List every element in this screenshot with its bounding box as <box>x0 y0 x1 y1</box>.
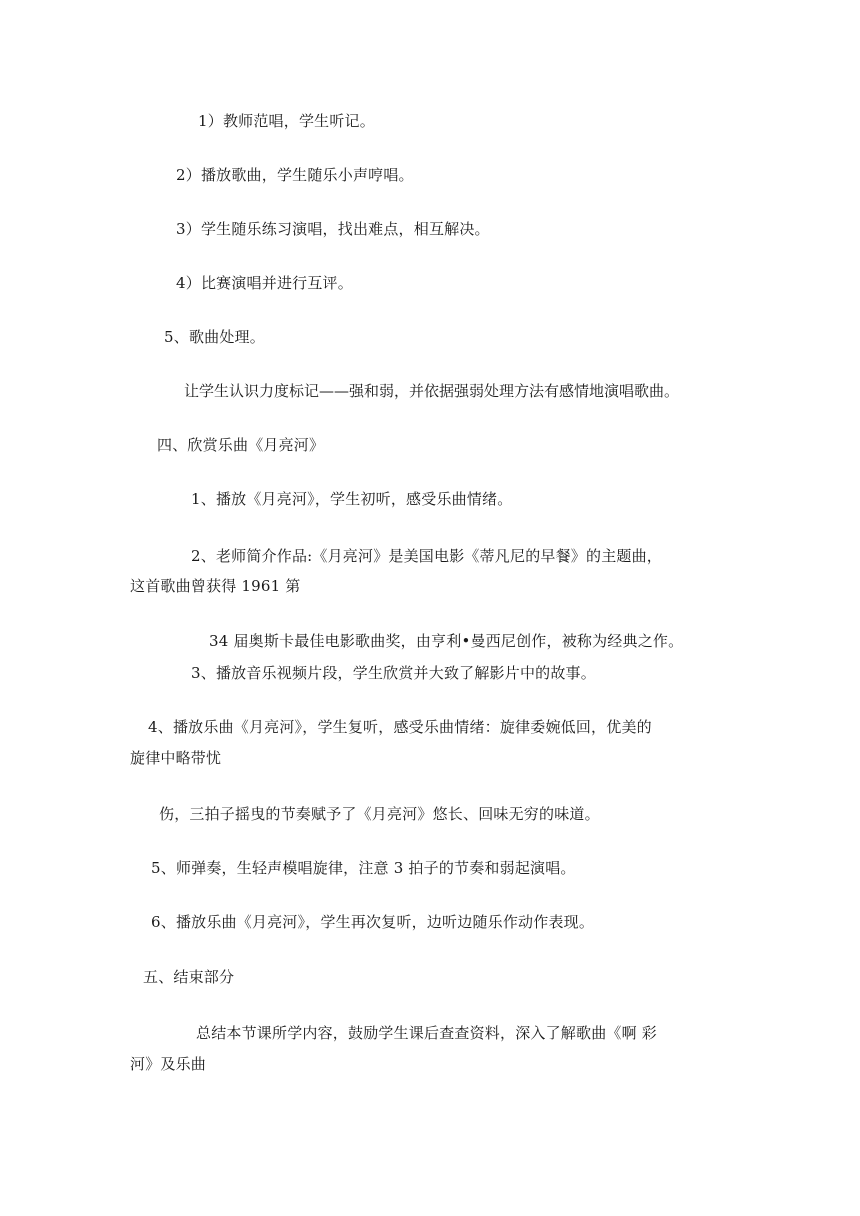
text-line: 这首歌曲曾获得 1961 第 <box>130 577 301 595</box>
text-line: 34 届奥斯卡最佳电影歌曲奖，由亨利•曼西尼创作，被称为经典之作。 <box>209 632 684 650</box>
text-line: 2、老师简介作品:《月亮河》是美国电影《蒂凡尼的早餐》的主题曲， <box>191 547 663 565</box>
text-line: 2）播放歌曲，学生随乐小声哼唱。 <box>176 166 414 184</box>
text-line: 1、播放《月亮河》，学生初听，感受乐曲情绪。 <box>191 490 513 508</box>
text-line: 河》及乐曲 <box>130 1055 207 1073</box>
text-line: 总结本节课所学内容，鼓励学生课后查查资料，深入了解歌曲《啊 彩 <box>196 1024 657 1042</box>
section-heading: 四、欣赏乐曲《月亮河》 <box>157 436 325 454</box>
text-line: 6、播放乐曲《月亮河》，学生再次复听，边听边随乐作动作表现。 <box>151 913 595 931</box>
text-line: 3、播放音乐视频片段，学生欣赏并大致了解影片中的故事。 <box>191 664 596 682</box>
text-line: 3）学生随乐练习演唱，找出难点，相互解决。 <box>176 220 490 238</box>
text-line: 4、播放乐曲《月亮河》，学生复听，感受乐曲情绪：旋律委婉低回，优美的 <box>148 718 652 736</box>
text-line: 伤，三拍子摇曳的节奏赋予了《月亮河》悠长、回味无穷的味道。 <box>159 805 600 823</box>
text-line: 5、师弹奏，生轻声模唱旋律，注意 3 拍子的节奏和弱起演唱。 <box>151 859 576 877</box>
text-line: 旋律中略带忧 <box>130 749 222 767</box>
text-line: 1）教师范唱，学生听记。 <box>198 112 375 130</box>
section-heading: 五、结束部分 <box>143 968 235 986</box>
text-line: 让学生认识力度标记——强和弱，并依据强弱处理方法有感情地演唱歌曲。 <box>184 382 680 400</box>
text-line: 4）比赛演唱并进行互评。 <box>176 274 353 292</box>
text-line: 5、歌曲处理。 <box>164 328 265 346</box>
